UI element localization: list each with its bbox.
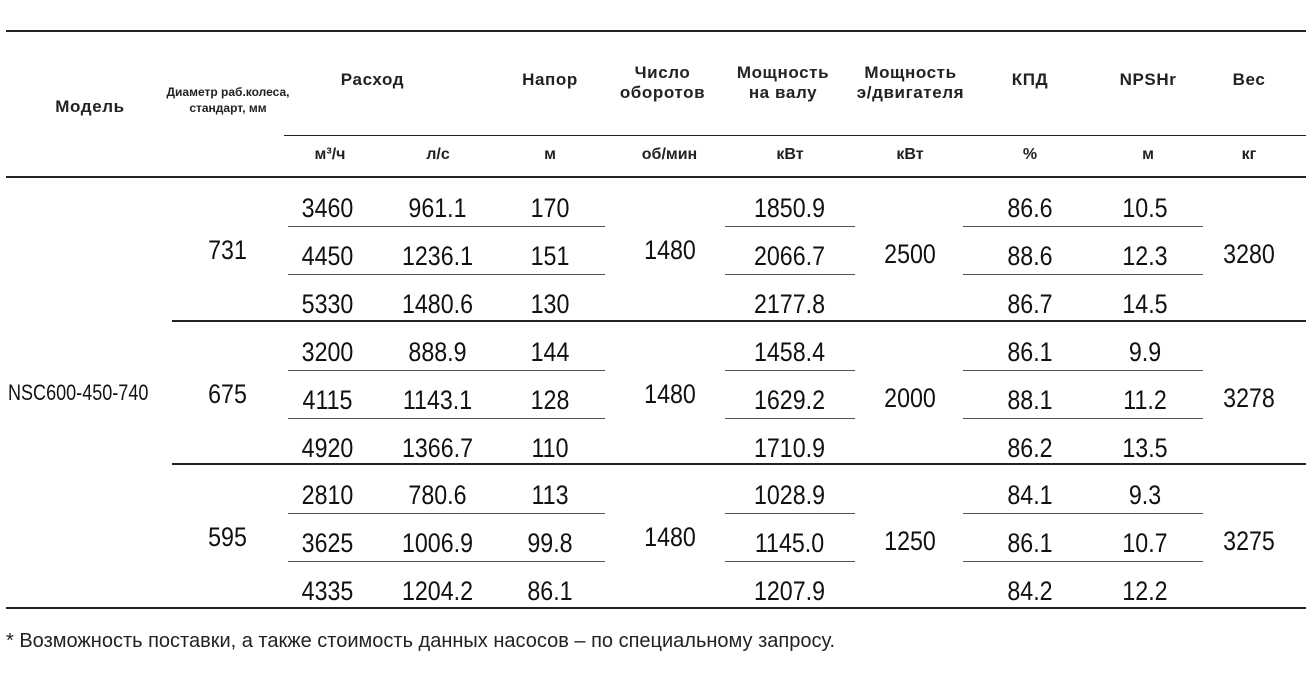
row-divider bbox=[288, 226, 605, 227]
table-cell-ls: 1236.1 bbox=[401, 241, 474, 271]
table-cell-ls: 961.1 bbox=[408, 193, 467, 223]
table-cell-m3h: 3625 bbox=[301, 528, 354, 558]
speed-cell: 1480 bbox=[644, 522, 696, 552]
table-cell-head: 151 bbox=[530, 241, 570, 271]
table-cell-shaft: 1145.0 bbox=[754, 528, 825, 558]
weight-cell: 3280 bbox=[1223, 239, 1275, 269]
diameter-cell: 595 bbox=[208, 522, 247, 552]
table-cell-m3h: 2810 bbox=[301, 480, 354, 510]
diameter-cell: 731 bbox=[208, 235, 247, 265]
row-divider bbox=[963, 274, 1203, 275]
weight-cell: 3278 bbox=[1223, 383, 1275, 413]
units-rule bbox=[284, 135, 1306, 136]
table-cell-npshr: 9.3 bbox=[1128, 480, 1162, 510]
table-cell-shaft: 1458.4 bbox=[753, 337, 826, 367]
header-speed-line2: оборотов bbox=[619, 83, 706, 102]
row-divider bbox=[288, 418, 605, 419]
table-cell-head: 99.8 bbox=[527, 528, 573, 558]
table-cell-shaft: 2066.7 bbox=[753, 241, 826, 271]
table-cell-head: 113 bbox=[531, 480, 569, 510]
table-cell-head: 144 bbox=[530, 337, 570, 367]
unit-npshr: м bbox=[1142, 146, 1154, 163]
table-cell-npshr: 12.2 bbox=[1122, 576, 1168, 606]
header-motor-power-line2: э/двигателя bbox=[856, 83, 965, 102]
header-shaft-power-line2: на валу bbox=[748, 83, 818, 102]
table-cell-head: 170 bbox=[530, 193, 570, 223]
header-speed-line1: Число bbox=[634, 63, 691, 82]
row-divider bbox=[725, 418, 855, 419]
unit-motor-power: кВт bbox=[896, 146, 924, 163]
header-flow: Расход bbox=[340, 70, 405, 89]
table-cell-m3h: 4920 bbox=[301, 433, 354, 463]
header-speed bbox=[600, 63, 725, 103]
table-cell-ls: 1480.6 bbox=[401, 289, 474, 319]
unit-speed: об/мин bbox=[641, 146, 698, 163]
model-name: NSC600-450-740 bbox=[8, 380, 149, 405]
row-divider bbox=[288, 561, 605, 562]
table-cell-shaft: 1207.9 bbox=[753, 576, 826, 606]
header-diameter bbox=[148, 84, 308, 116]
weight-cell: 3275 bbox=[1223, 526, 1275, 556]
table-cell-eff: 88.1 bbox=[1007, 385, 1053, 415]
table-cell-m3h: 3460 bbox=[301, 193, 354, 223]
header-motor-power bbox=[843, 63, 978, 103]
row-divider bbox=[288, 513, 605, 514]
table-cell-npshr: 10.7 bbox=[1122, 528, 1168, 558]
header-bottom-rule bbox=[6, 176, 1306, 178]
table-cell-m3h: 4450 bbox=[301, 241, 354, 271]
row-divider bbox=[963, 513, 1203, 514]
table-cell-ls: 888.9 bbox=[408, 337, 467, 367]
row-divider bbox=[963, 226, 1203, 227]
unit-flow-ls: л/с bbox=[426, 146, 450, 163]
table-cell-npshr: 11.2 bbox=[1123, 385, 1167, 415]
header-shaft-power-line1: Мощность bbox=[736, 63, 830, 82]
header-head: Напор bbox=[522, 70, 578, 89]
row-divider bbox=[725, 370, 855, 371]
table-cell-head: 86.1 bbox=[527, 576, 573, 606]
row-divider bbox=[963, 418, 1203, 419]
row-divider bbox=[725, 513, 855, 514]
table-cell-shaft: 2177.8 bbox=[753, 289, 826, 319]
table-top-rule bbox=[6, 30, 1306, 32]
unit-shaft-power: кВт bbox=[776, 146, 804, 163]
table-cell-shaft: 1629.2 bbox=[753, 385, 826, 415]
header-diameter-line2: стандарт, мм bbox=[189, 101, 267, 115]
table-cell-head: 110 bbox=[531, 433, 569, 463]
table-cell-eff: 86.2 bbox=[1007, 433, 1053, 463]
table-cell-m3h: 4115 bbox=[302, 385, 353, 415]
unit-flow-m3h: м³/ч bbox=[314, 146, 346, 163]
unit-weight: кг bbox=[1241, 146, 1257, 163]
table-cell-eff: 88.6 bbox=[1007, 241, 1053, 271]
row-divider bbox=[725, 226, 855, 227]
header-npshr: NPSHr bbox=[1119, 70, 1177, 89]
table-cell-m3h: 4335 bbox=[301, 576, 354, 606]
row-divider bbox=[725, 561, 855, 562]
row-divider bbox=[725, 274, 855, 275]
table-cell-npshr: 13.5 bbox=[1122, 433, 1168, 463]
header-model: Модель bbox=[55, 97, 125, 116]
row-divider bbox=[288, 274, 605, 275]
speed-cell: 1480 bbox=[644, 235, 696, 265]
table-cell-ls: 1366.7 bbox=[401, 433, 474, 463]
motor-power-cell: 1250 bbox=[884, 526, 936, 556]
table-cell-npshr: 14.5 bbox=[1122, 289, 1168, 319]
group-divider bbox=[172, 320, 1306, 322]
table-cell-eff: 86.7 bbox=[1007, 289, 1053, 319]
row-divider bbox=[963, 561, 1203, 562]
table-cell-npshr: 9.9 bbox=[1128, 337, 1162, 367]
header-motor-power-line1: Мощность bbox=[864, 63, 957, 82]
table-cell-ls: 780.6 bbox=[408, 480, 467, 510]
header-diameter-line1: Диаметр раб.колеса, bbox=[166, 85, 290, 99]
table-cell-eff: 86.6 bbox=[1007, 193, 1053, 223]
table-cell-m3h: 5330 bbox=[301, 289, 354, 319]
table-cell-eff: 86.1 bbox=[1007, 528, 1053, 558]
row-divider bbox=[963, 370, 1203, 371]
table-cell-eff: 86.1 bbox=[1007, 337, 1053, 367]
header-efficiency: КПД bbox=[1011, 70, 1049, 89]
group-divider bbox=[172, 463, 1306, 465]
table-cell-head: 128 bbox=[530, 385, 570, 415]
row-divider bbox=[288, 370, 605, 371]
table-cell-ls: 1143.1 bbox=[402, 385, 473, 415]
unit-efficiency: % bbox=[1022, 146, 1038, 163]
table-cell-head: 130 bbox=[530, 289, 570, 319]
table-cell-eff: 84.1 bbox=[1007, 480, 1053, 510]
table-cell-npshr: 12.3 bbox=[1122, 241, 1168, 271]
table-cell-shaft: 1850.9 bbox=[753, 193, 826, 223]
motor-power-cell: 2000 bbox=[884, 383, 936, 413]
unit-head: м bbox=[544, 146, 556, 163]
table-cell-ls: 1204.2 bbox=[401, 576, 474, 606]
table-cell-npshr: 10.5 bbox=[1122, 193, 1168, 223]
table-cell-m3h: 3200 bbox=[301, 337, 354, 367]
table-cell-ls: 1006.9 bbox=[401, 528, 474, 558]
motor-power-cell: 2500 bbox=[884, 239, 936, 269]
table-cell-shaft: 1028.9 bbox=[753, 480, 826, 510]
speed-cell: 1480 bbox=[644, 379, 696, 409]
footnote: * Возможность поставки, а также стоимость данных насосов – по специальному запросу. bbox=[6, 630, 836, 652]
header-weight: Вес bbox=[1232, 70, 1266, 89]
table-cell-shaft: 1710.9 bbox=[753, 433, 826, 463]
diameter-cell: 675 bbox=[208, 379, 247, 409]
header-shaft-power bbox=[723, 63, 843, 103]
table-cell-eff: 84.2 bbox=[1007, 576, 1053, 606]
